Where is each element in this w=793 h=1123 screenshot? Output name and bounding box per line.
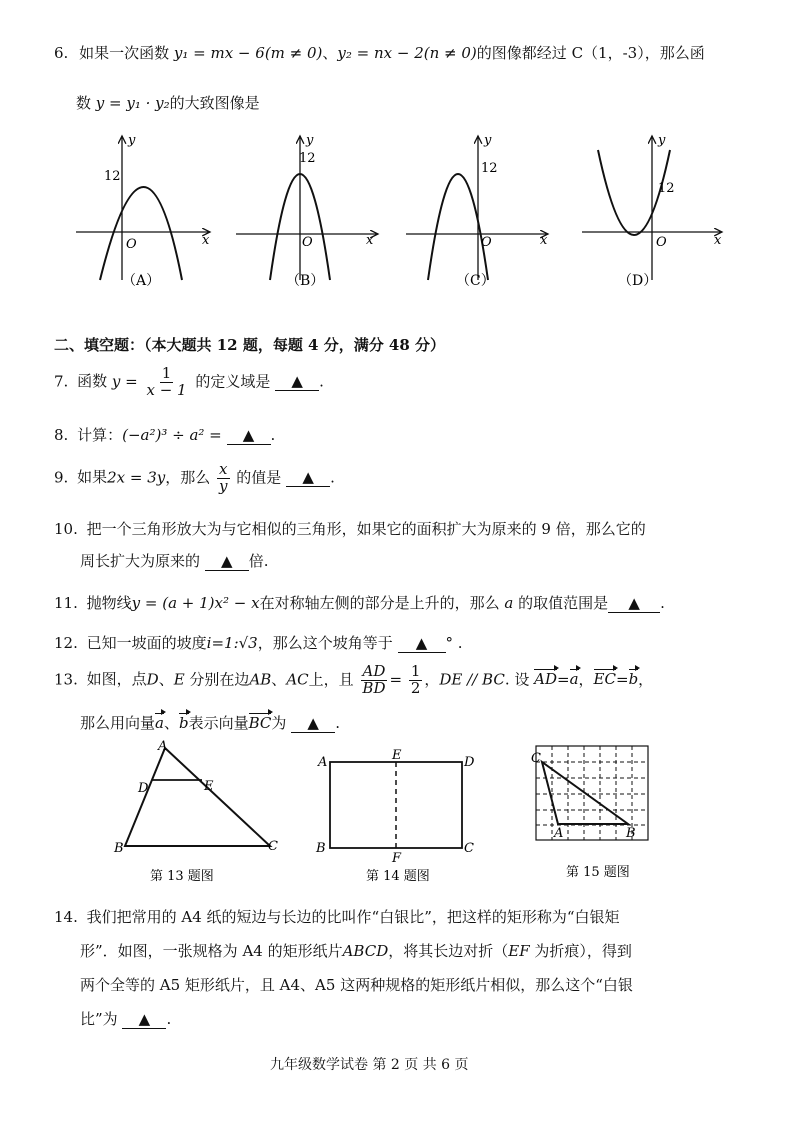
q8 — [54, 424, 275, 445]
graph-d-value: 12 — [658, 181, 675, 196]
q7-number: 7. — [54, 372, 69, 391]
q6-text-suffix: 的图像都经过 — [476, 44, 567, 62]
q6-point: C（1，-3） — [571, 44, 645, 62]
q9-fraction — [217, 462, 229, 495]
fig14-label-e: E — [392, 748, 402, 763]
graph-c-option: （C） — [456, 273, 495, 289]
figures-13-15 — [100, 738, 700, 888]
graph-c-y-label: y — [484, 133, 492, 148]
q7-fraction — [144, 366, 188, 399]
q14-abcd: ABCD — [342, 942, 389, 960]
q11-suffix: 的取值范围是 — [518, 594, 609, 612]
q13-comma2: ， — [578, 670, 594, 689]
q9-prefix: 如果 — [77, 468, 108, 487]
q14-ef: EF — [508, 942, 530, 960]
q8-number: 8. — [54, 426, 69, 444]
q7-suffix: 的定义域是 — [195, 372, 271, 391]
graph-d — [582, 133, 722, 289]
q13-l2-suffix: 为 — [271, 714, 287, 732]
q9-blank[interactable]: ▲ — [286, 468, 330, 487]
q6-line1 — [54, 42, 705, 63]
fig14-label-b: B — [316, 841, 326, 856]
q13-vec-ad: AD — [534, 670, 557, 689]
q9-number: 9. — [54, 468, 69, 487]
q6-sep: 、 — [322, 44, 338, 62]
q12-number: 12. — [54, 634, 78, 652]
q6-text-end: ，那么函 — [644, 44, 705, 62]
q9-frac-num: x — [219, 460, 228, 478]
q13-end: . — [335, 714, 340, 732]
q12-end: ° . — [445, 634, 463, 652]
q13-point-d: D — [146, 670, 159, 689]
fig13-caption: 第 13 题图 — [150, 869, 214, 884]
graph-c-origin: O — [481, 235, 492, 250]
graph-a-value: 12 — [104, 169, 121, 184]
q13-frac1-den: BD — [362, 678, 386, 697]
q13-side-ac: AC — [286, 670, 309, 689]
q6-y-expr: y = y₁ · y₂ — [95, 94, 170, 112]
fig13-label-b: B — [114, 841, 124, 856]
q13-comma3: ， — [638, 670, 654, 689]
q14-line4-prefix: 比”为 — [80, 1010, 118, 1028]
q9-expr: 2x = 3y — [107, 468, 166, 487]
q10-blank[interactable]: ▲ — [205, 552, 249, 571]
q13-vec-bc: BC — [248, 714, 272, 732]
q11-prefix: 抛物线 — [86, 594, 132, 612]
q7-frac-den: x − 1 — [146, 380, 187, 399]
q13-blank[interactable]: ▲ — [291, 714, 335, 733]
q6-line2-prefix: 数 — [76, 94, 92, 112]
q6-graphs — [60, 130, 740, 300]
q7-prefix: 函数 — [77, 372, 108, 391]
q12-prefix: 已知一坡面的坡度 — [86, 634, 207, 652]
graph-a-option: （A） — [122, 273, 161, 289]
q13-prefix: 如图，点 — [86, 670, 147, 689]
graph-c-x-label: x — [540, 233, 548, 248]
graph-a-y-label: y — [128, 133, 136, 148]
q6-line2-suffix: 的大致图像是 — [169, 94, 260, 112]
q11-end: . — [660, 594, 665, 612]
fig15-label-b: B — [626, 826, 636, 841]
q14-line3 — [80, 974, 633, 995]
fig15-caption: 第 15 题图 — [566, 865, 630, 880]
graph-b-option: （B） — [286, 273, 325, 289]
q14-blank[interactable]: ▲ — [122, 1010, 166, 1029]
q13-eq-a: = — [557, 670, 570, 689]
fig14-label-d: D — [464, 755, 475, 770]
q7-end: . — [319, 372, 324, 391]
q10-number: 10. — [54, 520, 78, 538]
fig14-caption: 第 14 题图 — [366, 869, 430, 884]
q7-frac-num: 1 — [161, 364, 172, 382]
graph-b — [236, 133, 378, 289]
q6-line2 — [76, 92, 260, 113]
q14-line1 — [54, 906, 620, 927]
q9-end: . — [330, 468, 335, 487]
q13-l2-mid: 表示向量 — [188, 714, 249, 732]
q6-number: 6. — [54, 44, 69, 62]
q9 — [54, 462, 335, 495]
fig14-label-a: A — [318, 755, 328, 770]
q10-line1 — [54, 518, 646, 539]
q8-prefix: 计算： — [77, 426, 123, 444]
q13-sep1: 、 — [158, 670, 174, 689]
q13-vec-ec: EC — [593, 670, 616, 689]
q14-end: . — [166, 1010, 172, 1028]
q14-line2-mid: ，将其长边对折（ — [388, 942, 509, 960]
graph-d-origin: O — [656, 235, 667, 250]
q6-y2-expr: y₂ = nx − 2(n ≠ 0) — [337, 44, 477, 62]
q11-expr: y = (a + 1)x² − x — [131, 594, 260, 612]
q13-vec-b: b — [628, 670, 639, 689]
graph-a-x-label: x — [202, 233, 210, 248]
q14-line2-suffix: 为折痕），得到 — [529, 942, 632, 960]
q13-frac2-den: 2 — [410, 678, 421, 697]
graph-a — [76, 133, 210, 289]
fig13-label-e: E — [204, 779, 214, 794]
graph-c — [406, 133, 548, 289]
figure-13 — [113, 739, 278, 884]
q14-number: 14. — [54, 908, 78, 926]
q14-line4 — [80, 1008, 171, 1029]
q13-line1 — [54, 664, 653, 697]
q12-blank[interactable]: ▲ — [398, 634, 446, 653]
q13-frac1-num: AD — [362, 662, 386, 680]
q10-line2-suffix: 倍. — [248, 552, 269, 570]
fig13-label-d: D — [138, 781, 149, 796]
q12-expr: i=1:√3 — [206, 634, 258, 652]
q7-blank[interactable]: ▲ — [275, 372, 319, 391]
graph-c-value: 12 — [481, 161, 498, 176]
parabola-c — [428, 174, 488, 280]
parabola-a — [100, 187, 182, 280]
q11-blank[interactable]: ▲ — [608, 594, 660, 613]
q13-sep2: 、 — [271, 670, 287, 689]
fig13-label-c: C — [268, 839, 278, 854]
graph-a-origin: O — [126, 237, 137, 252]
q13-number: 13. — [54, 670, 78, 689]
q13-l2-prefix: 那么用向量 — [80, 714, 156, 732]
q14-line2 — [80, 940, 632, 961]
page-footer: 九年级数学试卷 第 2 页 共 6 页 — [270, 1057, 469, 1073]
q13-vec-b2: b — [178, 714, 189, 732]
graph-d-y-label: y — [658, 133, 666, 148]
graph-d-x-label: x — [714, 233, 722, 248]
section2-heading: 二、填空题：（本大题共 12 题，每题 4 分，满分 48 分） — [54, 336, 446, 354]
q13-mid2: 上，且 — [308, 670, 354, 689]
q10-line2 — [80, 550, 269, 571]
figure-14 — [315, 748, 475, 884]
q10-text: 把一个三角形放大为与它相似的三角形，如果它的面积扩大为原来的 9 倍，那么它的 — [86, 520, 646, 538]
q13-mid1: 分别在边 — [184, 670, 250, 689]
figure-15 — [531, 746, 648, 880]
q13-comma: ， — [424, 670, 440, 689]
q11 — [54, 592, 665, 613]
q10-line2-prefix: 周长扩大为原来的 — [80, 552, 201, 570]
fig13-label-a: A — [158, 739, 168, 754]
q8-end: . — [270, 426, 276, 444]
q9-mid: ，那么 — [165, 468, 211, 487]
q12 — [54, 632, 463, 653]
q8-blank[interactable]: ▲ — [227, 426, 271, 445]
fig14-label-f: F — [392, 851, 402, 866]
fig15-label-a: A — [554, 826, 564, 841]
q13-vec-a2: a — [155, 714, 164, 732]
q11-mid: 在对称轴左侧的部分是上升的，那么 — [259, 594, 500, 612]
q14-line2-prefix: 形”．如图，一张规格为 A4 的矩形纸片 — [80, 942, 343, 960]
q14-line1-text: 我们把常用的 A4 纸的短边与长边的比叫作“白银比”，把这样的矩形称为“白银矩 — [86, 908, 620, 926]
q13-frac2-num: 1 — [410, 662, 421, 680]
q6-text-prefix: 如果一次函数 — [79, 44, 170, 62]
q11-number: 11. — [54, 594, 78, 612]
graph-d-option: （D） — [618, 273, 658, 289]
q13-point-e: E — [173, 670, 185, 689]
q6-y1-expr: y₁ = mx − 6(m ≠ 0) — [173, 44, 323, 62]
q13-side-ab: AB — [249, 670, 272, 689]
q14-line3-text: 两个全等的 A5 矩形纸片，且 A4、A5 这两种规格的矩形纸片相似，那么这个“白银 — [80, 976, 633, 994]
q13-parallel: DE // BC — [439, 670, 505, 689]
q13-vec-a: a — [569, 670, 579, 689]
q9-suffix: 的值是 — [236, 468, 282, 487]
fig14-label-c: C — [464, 841, 474, 856]
q12-mid: ，那么这个坡角等于 — [257, 634, 393, 652]
graph-b-y-label: y — [306, 133, 314, 148]
graph-b-origin: O — [302, 235, 313, 250]
graph-b-value: 12 — [299, 151, 316, 166]
q11-var: a — [504, 594, 514, 612]
q13-mid3: . 设 — [504, 670, 530, 689]
q13-sep3: 、 — [163, 714, 179, 732]
q13-line2 — [80, 712, 340, 733]
graph-b-x-label: x — [366, 233, 374, 248]
q7 — [54, 366, 324, 399]
q13-frac2 — [409, 664, 423, 697]
q13-eq-b: = — [615, 670, 629, 689]
q7-y-eq: y = — [111, 372, 138, 391]
q9-frac-den: y — [219, 476, 228, 495]
q13-eq: = — [389, 670, 403, 689]
fig15-label-c: C — [531, 751, 541, 766]
q8-expr: (−a²)³ ÷ a² = — [122, 426, 222, 444]
q13-frac1 — [360, 664, 387, 697]
